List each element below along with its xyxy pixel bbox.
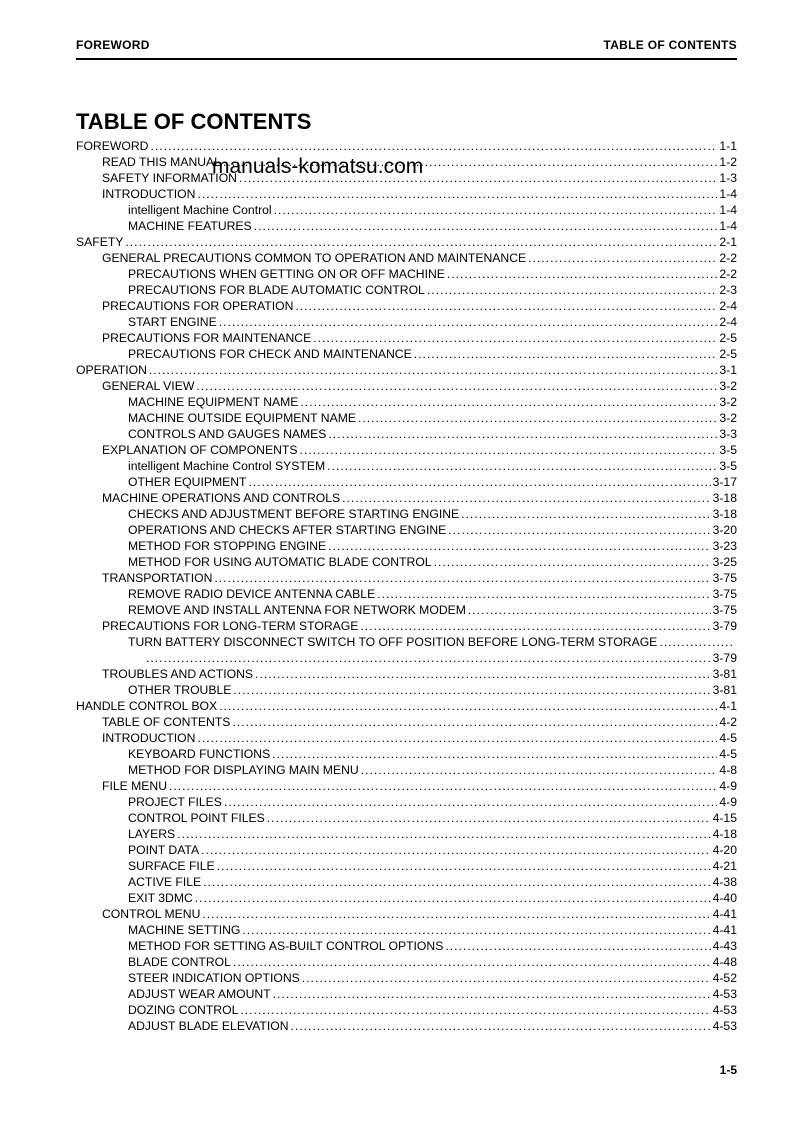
toc-entry[interactable] <box>76 298 737 314</box>
toc-dot-leader <box>267 810 711 826</box>
toc-entry[interactable] <box>76 762 737 778</box>
toc-dot-leader <box>291 1018 711 1034</box>
toc-entry[interactable] <box>76 794 737 810</box>
toc-dot-leader <box>360 618 710 634</box>
page-title: TABLE OF CONTENTS <box>76 109 312 134</box>
toc-entry-label: KEYBOARD FUNCTIONS <box>128 747 271 761</box>
toc-entry-page: 4-20 <box>712 843 737 857</box>
toc-entry-label: TROUBLES AND ACTIONS <box>102 667 254 681</box>
toc-dot-leader <box>272 746 717 762</box>
toc-dot-leader <box>240 1002 710 1018</box>
toc-entry-page: 4-53 <box>712 987 737 1001</box>
toc-entry-page: 2-4 <box>719 315 737 329</box>
toc-entry-page: 4-48 <box>712 955 737 969</box>
toc-entry-page: 3-81 <box>712 683 737 697</box>
toc-entry-label: SAFETY INFORMATION <box>102 171 237 185</box>
toc-entry[interactable] <box>76 314 737 330</box>
toc-dot-leader <box>197 186 717 202</box>
toc-entry-page: 3-5 <box>719 459 737 473</box>
toc-dot-leader <box>377 586 710 602</box>
toc-dot-leader <box>447 266 717 282</box>
toc-entry[interactable] <box>76 346 737 362</box>
toc-dot-leader <box>659 634 735 650</box>
toc-dot-leader <box>274 202 718 218</box>
toc-entry-label: METHOD FOR USING AUTOMATIC BLADE CONTROL <box>128 555 432 569</box>
toc-dot-leader <box>233 954 711 970</box>
toc-dot-leader <box>358 410 717 426</box>
toc-entry-label: REMOVE AND INSTALL ANTENNA FOR NETWORK MODEM <box>128 603 466 617</box>
toc-entry-label: OPERATION <box>76 363 147 377</box>
toc-entry[interactable] <box>76 522 737 538</box>
toc-entry[interactable] <box>76 554 737 570</box>
toc-entry[interactable] <box>76 1018 737 1034</box>
toc-dot-leader <box>219 698 717 714</box>
toc-entry-page: 3-3 <box>719 427 737 441</box>
toc-entry[interactable] <box>76 650 737 666</box>
page-header <box>76 38 737 60</box>
toc-entry[interactable] <box>76 986 737 1002</box>
toc-entry-label: OTHER EQUIPMENT <box>128 475 247 489</box>
toc-entry[interactable] <box>76 234 737 250</box>
toc-dot-leader <box>434 554 711 570</box>
toc-entry-label: TABLE OF CONTENTS <box>102 715 231 729</box>
toc-entry-page: 4-21 <box>712 859 737 873</box>
toc-entry[interactable] <box>76 682 737 698</box>
toc-entry[interactable] <box>76 906 737 922</box>
toc-dot-leader <box>197 730 717 746</box>
toc-entry-label: SAFETY <box>76 235 124 249</box>
toc-entry-page: 3-18 <box>712 507 737 521</box>
toc-entry-page: 4-41 <box>712 923 737 937</box>
toc-entry-label: BLADE CONTROL <box>128 955 231 969</box>
toc-dot-leader <box>328 538 710 554</box>
toc-entry-label: METHOD FOR STOPPING ENGINE <box>128 539 327 553</box>
toc-dot-leader <box>342 490 710 506</box>
toc-entry-label: PRECAUTIONS FOR LONG-TERM STORAGE <box>102 619 359 633</box>
toc-entry-page: 3-81 <box>712 667 737 681</box>
toc-dot-leader <box>427 282 718 298</box>
toc-entry-page: 1-3 <box>719 171 737 185</box>
toc-entry-page: 3-75 <box>712 603 737 617</box>
toc-entry-page: 4-9 <box>719 779 737 793</box>
toc-dot-leader <box>468 602 711 618</box>
toc-entry[interactable] <box>76 442 737 458</box>
toc-entry-label: POINT DATA <box>128 843 200 857</box>
toc-entry-label: MACHINE OUTSIDE EQUIPMENT NAME <box>128 411 356 425</box>
toc-dot-leader <box>361 762 718 778</box>
toc-entry[interactable] <box>76 138 737 154</box>
toc-entry-page: 4-5 <box>719 747 737 761</box>
toc-entry-page: 2-2 <box>719 267 737 281</box>
toc-entry[interactable] <box>76 714 737 730</box>
toc-entry-page: 4-53 <box>712 1003 737 1017</box>
toc-entry[interactable] <box>76 842 737 858</box>
toc-entry-page: 3-2 <box>719 411 737 425</box>
toc-entry[interactable] <box>76 698 737 714</box>
toc-entry[interactable] <box>76 186 737 202</box>
toc-dot-leader <box>445 938 710 954</box>
toc-entry[interactable] <box>76 874 737 890</box>
toc-dot-leader <box>255 666 711 682</box>
toc-entry-page: 2-4 <box>719 299 737 313</box>
toc-entry-label: ADJUST BLADE ELEVATION <box>128 1019 289 1033</box>
toc-dot-leader <box>300 394 717 410</box>
toc-entry-page: 3-75 <box>712 587 737 601</box>
toc-entry-label: HANDLE CONTROL BOX <box>76 699 218 713</box>
toc-entry-page: 1-1 <box>719 139 737 153</box>
toc-entry-label: STEER INDICATION OPTIONS <box>128 971 300 985</box>
toc-dot-leader <box>150 138 717 154</box>
toc-entry-label: PRECAUTIONS FOR BLADE AUTOMATIC CONTROL <box>128 283 425 297</box>
toc-entry-label: SURFACE FILE <box>128 859 215 873</box>
toc-entry[interactable] <box>76 922 737 938</box>
toc-dot-leader <box>177 826 710 842</box>
toc-dot-leader <box>146 650 711 666</box>
toc-entry[interactable] <box>76 778 737 794</box>
toc-entry[interactable] <box>76 810 737 826</box>
toc-entry-page: 1-4 <box>719 219 737 233</box>
toc-entry-page: 2-5 <box>719 331 737 345</box>
toc-entry-page: 3-18 <box>712 491 737 505</box>
toc-entry-page: 4-38 <box>712 875 737 889</box>
toc-entry-page: 2-3 <box>719 283 737 297</box>
toc-entry-label: TURN BATTERY DISCONNECT SWITCH TO OFF POSITION BEFORE LONG-TERM STORAGE <box>128 635 658 649</box>
toc-entry-page: 4-8 <box>719 763 737 777</box>
toc-entry-label: ADJUST WEAR AMOUNT <box>128 987 271 1001</box>
toc-entry-label: READ THIS MANUAL <box>102 155 221 169</box>
toc-entry-label: LAYERS <box>128 827 176 841</box>
toc-entry-page: 4-52 <box>712 971 737 985</box>
toc-entry-page: 3-2 <box>719 395 737 409</box>
toc-entry[interactable] <box>76 586 737 602</box>
toc-entry-label: START ENGINE <box>128 315 217 329</box>
toc-entry-page: 4-53 <box>712 1019 737 1033</box>
toc-dot-leader <box>295 298 717 314</box>
toc-entry-label: GENERAL VIEW <box>102 379 195 393</box>
toc-entry[interactable] <box>76 890 737 906</box>
toc-dot-leader <box>328 426 717 442</box>
toc-entry[interactable] <box>76 1002 737 1018</box>
toc-dot-leader <box>214 570 710 586</box>
toc-entry-label: CONTROLS AND GAUGES NAMES <box>128 427 327 441</box>
toc-entry-page: 3-79 <box>712 651 737 665</box>
toc-entry[interactable] <box>76 506 737 522</box>
toc-entry[interactable] <box>76 858 737 874</box>
toc-entry-label: OPERATIONS AND CHECKS AFTER STARTING ENGINE <box>128 523 447 537</box>
toc-entry[interactable] <box>76 458 737 474</box>
toc-dot-leader <box>219 314 718 330</box>
toc-dot-leader <box>313 330 717 346</box>
toc-entry-page: 2-1 <box>719 235 737 249</box>
toc-entry-label: CONTROL POINT FILES <box>128 811 265 825</box>
page-number: 1-5 <box>719 1063 737 1077</box>
toc-entry[interactable] <box>76 218 737 234</box>
toc-dot-leader <box>203 874 710 890</box>
toc-entry-label: FILE MENU <box>102 779 168 793</box>
toc-entry-label: PRECAUTIONS FOR MAINTENANCE <box>102 331 312 345</box>
toc-entry-label: METHOD FOR DISPLAYING MAIN MENU <box>128 763 359 777</box>
toc-entry[interactable] <box>76 250 737 266</box>
toc-entry-label: EXPLANATION OF COMPONENTS <box>102 443 298 457</box>
toc-entry-page: 2-5 <box>719 347 737 361</box>
toc-entry[interactable] <box>76 618 737 634</box>
toc-dot-leader <box>302 970 711 986</box>
toc-dot-leader <box>528 250 717 266</box>
toc-entry-page: 3-23 <box>712 539 737 553</box>
toc-entry[interactable] <box>76 266 737 282</box>
toc-dot-leader <box>196 378 717 394</box>
toc-entry[interactable] <box>76 362 737 378</box>
toc-dot-leader <box>195 890 711 906</box>
toc-entry[interactable] <box>76 730 737 746</box>
toc-entry-label: TRANSPORTATION <box>102 571 213 585</box>
toc-dot-leader <box>224 794 717 810</box>
toc-entry[interactable] <box>76 282 737 298</box>
toc-entry[interactable] <box>76 970 737 986</box>
toc-entry[interactable] <box>76 394 737 410</box>
toc-entry-page: 1-4 <box>719 187 737 201</box>
toc-entry-label: REMOVE RADIO DEVICE ANTENNA CABLE <box>128 587 376 601</box>
toc-entry-label: FOREWORD <box>76 139 149 153</box>
toc-entry[interactable] <box>76 538 737 554</box>
toc-entry-page: 3-75 <box>712 571 737 585</box>
toc-entry-page: 3-2 <box>719 379 737 393</box>
toc-entry-page: 1-2 <box>719 155 737 169</box>
toc-entry-label: EXIT 3DMC <box>128 891 193 905</box>
toc-entry-label: OTHER TROUBLE <box>128 683 232 697</box>
toc-entry-page: 3-1 <box>719 363 737 377</box>
toc-entry-page: 4-40 <box>712 891 737 905</box>
toc-entry-label: ACTIVE FILE <box>128 875 202 889</box>
toc-entry-page: 4-2 <box>719 715 737 729</box>
toc-entry-label: CHECKS AND ADJUSTMENT BEFORE STARTING ENGINE <box>128 507 460 521</box>
toc-entry-page: 3-20 <box>712 523 737 537</box>
toc-entry-page: 2-2 <box>719 251 737 265</box>
toc-dot-leader <box>327 458 717 474</box>
toc-entry-page: 4-5 <box>719 731 737 745</box>
toc-entry-page: 3-17 <box>712 475 737 489</box>
toc-entry-label: intelligent Machine Control <box>128 203 272 217</box>
table-of-contents <box>76 138 737 1034</box>
toc-entry-page: 3-5 <box>719 443 737 457</box>
toc-entry[interactable] <box>76 378 737 394</box>
toc-entry-page: 4-15 <box>712 811 737 825</box>
toc-entry-page: 4-18 <box>712 827 737 841</box>
toc-entry-label: GENERAL PRECAUTIONS COMMON TO OPERATION AND MAINTENANCE <box>102 251 527 265</box>
toc-entry-label: CONTROL MENU <box>102 907 201 921</box>
toc-entry[interactable] <box>76 938 737 954</box>
toc-entry[interactable] <box>76 426 737 442</box>
toc-dot-leader <box>169 778 717 794</box>
toc-dot-leader <box>249 474 711 490</box>
toc-entry-label: MACHINE EQUIPMENT NAME <box>128 395 299 409</box>
toc-entry-label: MACHINE OPERATIONS AND CONTROLS <box>102 491 341 505</box>
toc-dot-leader <box>461 506 710 522</box>
toc-dot-leader <box>125 234 717 250</box>
toc-entry[interactable] <box>76 570 737 586</box>
toc-dot-leader <box>299 442 717 458</box>
toc-entry[interactable] <box>76 666 737 682</box>
toc-dot-leader <box>242 922 710 938</box>
toc-entry-label: MACHINE SETTING <box>128 923 241 937</box>
toc-entry-page: 4-41 <box>712 907 737 921</box>
toc-entry[interactable] <box>76 826 737 842</box>
toc-entry-label: INTRODUCTION <box>102 731 196 745</box>
toc-entry[interactable] <box>76 202 737 218</box>
header-chapter-title: TABLE OF CONTENTS <box>603 38 737 52</box>
toc-dot-leader <box>201 842 710 858</box>
toc-entry[interactable] <box>76 954 737 970</box>
toc-entry-label: MACHINE FEATURES <box>128 219 252 233</box>
toc-entry-label: PRECAUTIONS FOR CHECK AND MAINTENANCE <box>128 347 412 361</box>
toc-entry-page: 4-1 <box>719 699 737 713</box>
toc-entry-page: 3-25 <box>712 555 737 569</box>
toc-dot-leader <box>414 346 718 362</box>
toc-entry-label: intelligent Machine Control SYSTEM <box>128 459 326 473</box>
toc-entry[interactable] <box>76 490 737 506</box>
toc-dot-leader <box>217 858 711 874</box>
toc-entry-label: DOZING CONTROL <box>128 1003 239 1017</box>
toc-entry[interactable] <box>76 330 737 346</box>
toc-dot-leader <box>232 714 717 730</box>
watermark-text: manuals-komatsu.com <box>212 155 424 178</box>
toc-entry-page: 1-4 <box>719 203 737 217</box>
toc-entry[interactable] <box>76 634 737 650</box>
toc-entry[interactable] <box>76 410 737 426</box>
toc-dot-leader <box>233 682 710 698</box>
toc-entry-label: PROJECT FILES <box>128 795 222 809</box>
toc-entry-page: 4-43 <box>712 939 737 953</box>
toc-entry[interactable] <box>76 602 737 618</box>
toc-entry[interactable] <box>76 746 737 762</box>
toc-entry-page: 3-79 <box>712 619 737 633</box>
toc-entry-label: PRECAUTIONS WHEN GETTING ON OR OFF MACHINE <box>128 267 445 281</box>
toc-entry-label: METHOD FOR SETTING AS-BUILT CONTROL OPTIONS <box>128 939 444 953</box>
toc-dot-leader <box>202 906 710 922</box>
toc-dot-leader <box>273 986 711 1002</box>
toc-dot-leader <box>448 522 710 538</box>
toc-entry-label: PRECAUTIONS FOR OPERATION <box>102 299 294 313</box>
toc-dot-leader <box>254 218 718 234</box>
header-section-title: FOREWORD <box>76 38 150 52</box>
toc-entry[interactable] <box>76 474 737 490</box>
toc-entry-label: INTRODUCTION <box>102 187 196 201</box>
toc-dot-leader <box>149 362 718 378</box>
toc-entry-page: 4-9 <box>719 795 737 809</box>
